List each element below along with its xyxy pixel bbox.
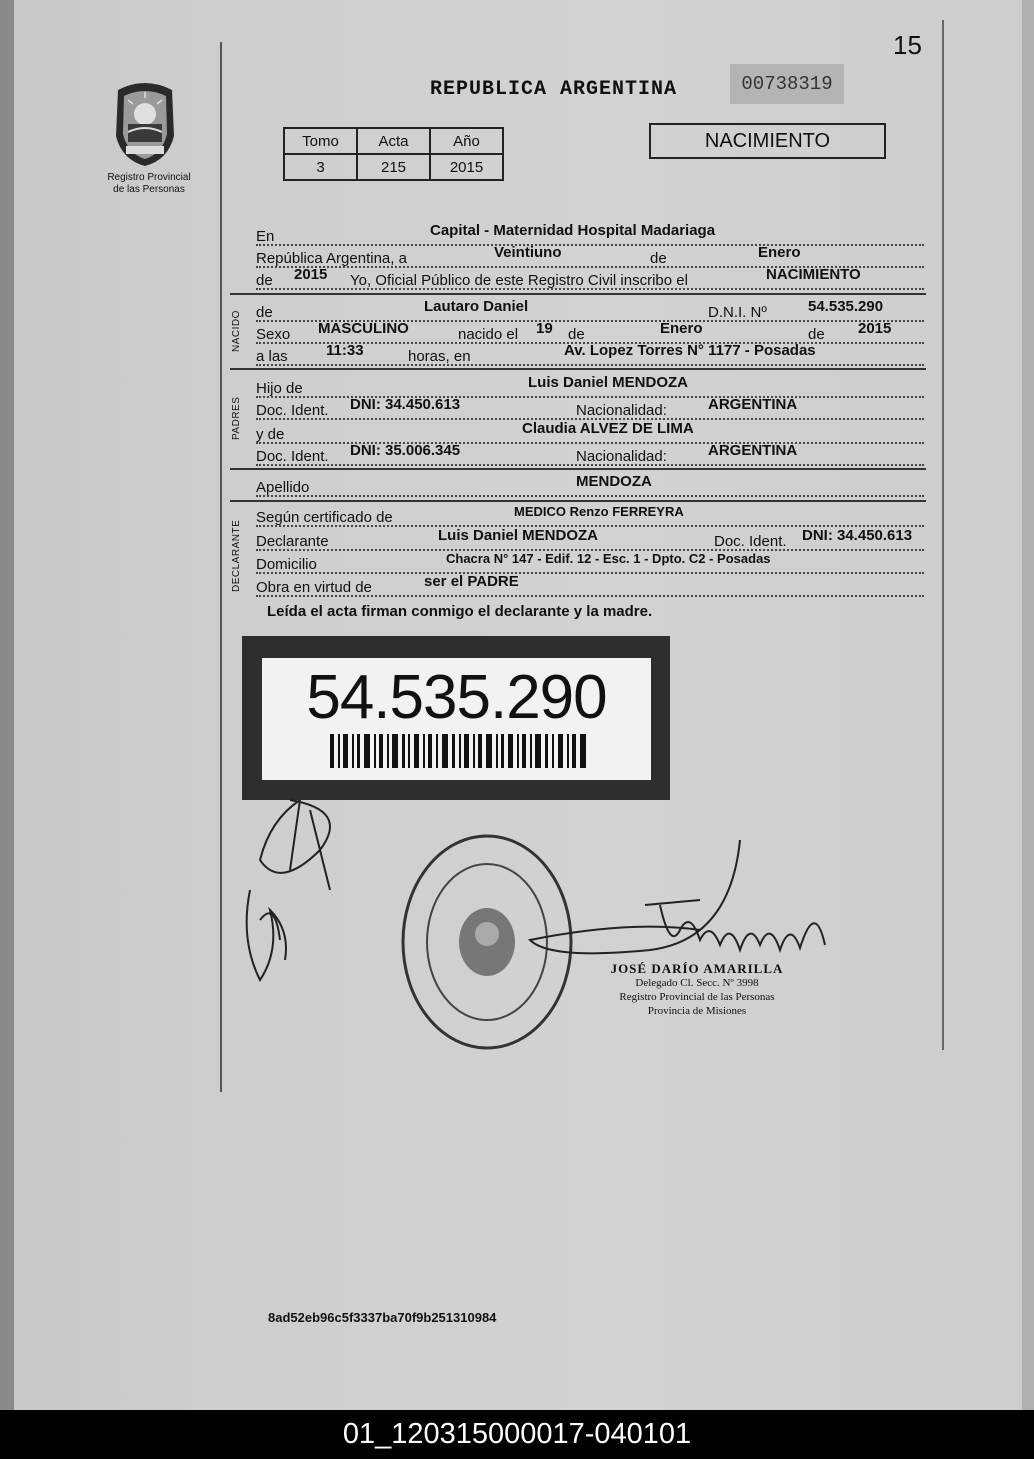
row-en: En Capital - Maternidad Hospital Madariaga [256,222,716,245]
barcode-icon [330,734,586,768]
father-name: Luis Daniel MENDOZA [528,374,689,391]
place-value: Capital - Maternidad Hospital Madariaga [430,222,716,239]
scan-footer-id: 01_120315000017-040101 [0,1410,1034,1459]
section-label-nacido: NACIDO [231,310,242,352]
child-dni: 54.535.290 [808,298,884,315]
section-label-declarante: DECLARANTE [231,519,242,592]
provincia-seal-icon [108,76,182,168]
dotted-rule [256,595,924,597]
value-tomo: 3 [284,154,357,180]
child-name: Lautaro Daniel [424,298,529,315]
dotted-rule [256,288,924,290]
row-fecha: República Argentina, a Veintiuno de Enero [256,244,801,267]
official-signature-block: JOSÉ DARÍO AMARILLA Delegado Cl. Secc. Nº 3998 Registro Provincial de las Personas Provincia de Misiones [610,961,784,1017]
dotted-rule [256,364,924,366]
header-anio: Año [430,128,503,154]
row-madre: y de Claudia ALVEZ DE LIMA [256,420,694,443]
dotted-rule [256,572,924,574]
row-padre: Hijo de Luis Daniel MENDOZA [256,374,689,397]
row-declarante: Declarante Luis Daniel MENDOZA Doc. Ident. DNI: 34.450.613 [256,527,913,550]
row-certificado: Según certificado de MEDICO Renzo FERREYRA [256,504,684,526]
row-obra: Obra en virtud de ser el PADRE [256,573,519,596]
row-hora: a las 11:33 horas, en Av. Lopez Torres N° 1177 - Posadas [256,342,816,365]
dni-label-number: 54.535.290 [306,663,607,732]
mother-name: Claudia ALVEZ DE LIMA [522,420,694,437]
section-divider [230,368,926,370]
section-divider [230,293,926,295]
row-sexo: Sexo MASCULINO nacido el 19 de Enero de 2015 [256,320,892,343]
closing-statement: Leída el acta firman conmigo el declarante y la madre. [267,603,653,620]
page-edge-left [0,0,14,1410]
header-tomo: Tomo [284,128,357,154]
row-nombre: de Lautaro Daniel D.N.I. Nº 54.535.290 [256,298,884,321]
dotted-rule [256,464,924,466]
row-madre-doc: Doc. Ident. DNI: 35.006.345 Nacionalidad: ARGENTINA [256,442,798,465]
value-anio: 2015 [430,154,503,180]
margin-line-left [220,42,222,1092]
record-type-box: NACIMIENTO [649,123,886,159]
logo-caption: Registro Provincial de las Personas [107,172,191,195]
page-edge-right [1022,0,1034,1410]
margin-line-right [942,20,944,1050]
header-acta: Acta [357,128,430,154]
section-divider [230,468,926,470]
row-inscribo: de 2015 Yo, Oficial Público de este Registro Civil inscribo el NACIMIENTO [256,266,861,289]
row-domicilio: Domicilio Chacra N° 147 - Edif. 12 - Esc. 1 - Dpto. C2 - Posadas [256,551,771,573]
document-hash: 8ad52eb96c5f3337ba70f9b251310984 [268,1310,497,1325]
dotted-rule [256,244,924,246]
page-number: 15 [893,30,922,60]
row-apellido: Apellido MENDOZA [256,473,652,496]
row-padre-doc: Doc. Ident. DNI: 34.450.613 Nacionalidad: ARGENTINA [256,396,798,419]
document-title: REPUBLICA ARGENTINA [430,78,678,101]
dotted-rule [256,495,924,497]
serial-number: 00738319 [730,64,844,104]
surname: MENDOZA [576,473,652,490]
registry-table [283,127,504,181]
section-label-padres: PADRES [231,396,242,440]
value-acta: 215 [357,154,430,180]
